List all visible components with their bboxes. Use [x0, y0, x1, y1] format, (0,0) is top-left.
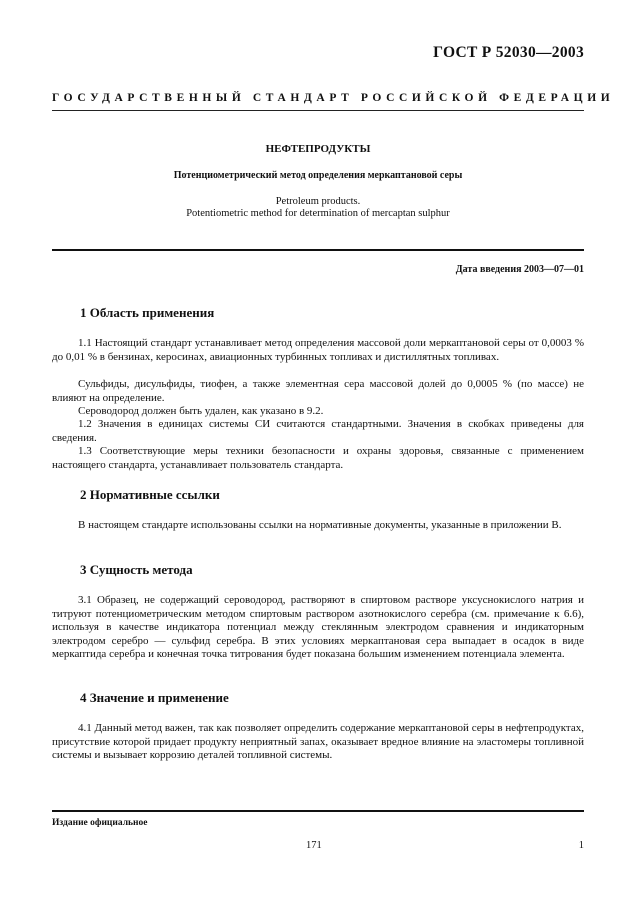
- paragraph-4-1: 4.1 Данный метод важен, так как позволяет определить содержание меркаптановой серы в нефтепродуктах, присутствие которой придает продукту неприятный запах, оказывает вредное влияние на эластомеры топливной системы и вызывает коррозию деталей топливной системы.: [52, 722, 584, 762]
- document-code: ГОСТ Р 52030—2003: [433, 44, 584, 61]
- paragraph-1-2: 1.2 Значения в единицах системы СИ считаются стандартными. Значения в скобках приведены для сведения.: [52, 418, 584, 444]
- paragraph-1-1-h2s: Сероводород должен быть удален, как указано в 9.2.: [78, 405, 324, 417]
- intro-date: Дата введения 2003—07—01: [455, 264, 584, 275]
- header-divider: [52, 110, 584, 111]
- document-title: НЕФТЕПРОДУКТЫ: [265, 143, 371, 155]
- paragraph-1-1-sulfides: Сульфиды, дисульфиды, тиофен, а также элементная сера массовой долей до 0,0005 % (по массе) не влияют на определение.: [52, 378, 584, 404]
- page-number: 171: [306, 840, 322, 851]
- section-1-heading: 1 Область применения: [80, 305, 215, 320]
- english-title-line-1: Petroleum products.: [275, 196, 361, 207]
- section-3-heading: 3 Сущность метода: [80, 562, 193, 577]
- sheet-number: 1: [578, 840, 584, 851]
- english-title-line-2: Potentiometric method for determination of mercaptan sulphur: [186, 208, 450, 219]
- footer-divider: [52, 810, 584, 812]
- paragraph-2: В настоящем стандарте использованы ссылки на нормативные документы, указанные в приложении В.: [78, 519, 562, 531]
- section-2-heading: 2 Нормативные ссылки: [80, 487, 220, 502]
- state-standard-title: ГОСУДАРСТВЕННЫЙ СТАНДАРТ РОССИЙСКОЙ ФЕДЕРАЦИИ: [52, 92, 615, 104]
- official-edition-label: Издание официальное: [52, 818, 148, 828]
- title-divider: [52, 249, 584, 251]
- paragraph-3-1: 3.1 Образец, не содержащий сероводород, растворяют в спиртовом растворе уксуснокислого натрия и титруют потенциометрическим методом спиртовым раствором азотнокислого серебра (см. примечание к 6.6), используя в качестве индикатора потенциал между стеклянным электродом сравнения и индикаторным электродом серебро — сульфид серебра. В этих условиях меркаптановая сера выпадает в осадок в виде меркаптида серебра и конечная точка титрования будет показана большим изменением потенциала элемента.: [52, 594, 584, 661]
- section-4-heading: 4 Значение и применение: [80, 690, 229, 705]
- paragraph-1-1: 1.1 Настоящий стандарт устанавливает метод определения массовой доли меркаптановой серы от 0,0003 % до 0,01 % в бензинах, керосинах, авиационных турбинных топливах и дистиллятных топливах.: [52, 337, 584, 363]
- document-subtitle: Потенциометрический метод определения меркаптановой серы: [173, 170, 463, 181]
- paragraph-1-3: 1.3 Соответствующие меры техники безопасности и охраны здоровья, связанные с применением настоящего стандарта, устанавливает пользователь стандарта.: [52, 445, 584, 471]
